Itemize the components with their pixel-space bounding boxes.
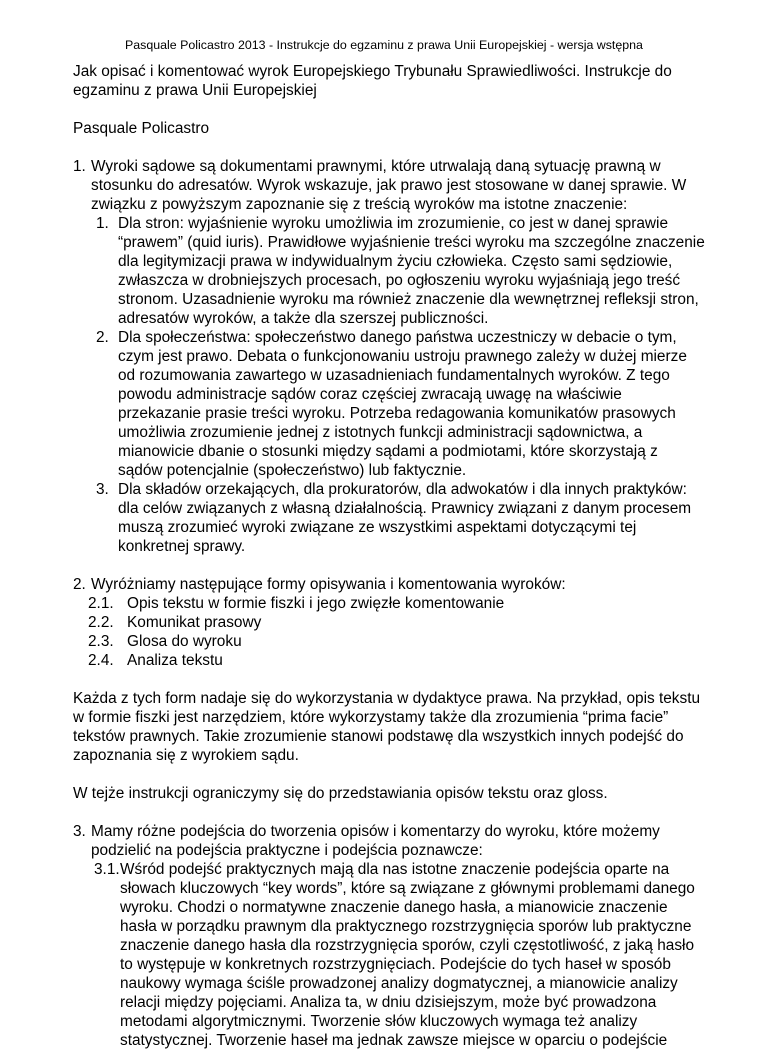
item-number: 2. [96, 329, 109, 346]
item-number: 2.2. [88, 614, 114, 631]
section-text: Wyroki sądowe są dokumentami prawnymi, które utrwalają daną sytuację prawną w stosunku do adresatów. Wyrok wskazuje, jak prawo jest stosowane w danej sprawie. W związku z powyższym zapoznanie się z treścią wyroków ma istotne znaczenie: [91, 158, 687, 213]
item-text: Dla składów orzekających, dla prokuratorów, dla adwokatów i dla innych praktyków: dla celów związanych z własną działalnością. Prawnicy związani z danym procesem muszą zrozumieć wyroki związane ze wszystkimi aspektami dotyczącymi tej konkretnej sprawy. [118, 481, 692, 555]
item-text: Opis tekstu w formie fiszki i jego zwięzłe komentowanie [127, 595, 505, 612]
section-2-item-2 [73, 613, 705, 632]
section-text: Wyróżniamy następujące formy opisywania i komentowania wyroków: [91, 576, 566, 593]
section-number: 3. [73, 823, 86, 840]
section-3 [73, 822, 705, 860]
section-2-item-3 [73, 632, 705, 651]
section-2-item-1 [73, 594, 705, 613]
item-text: Analiza tekstu [127, 652, 223, 669]
item-number: 3. [96, 481, 109, 498]
document-title: Jak opisać i komentować wyrok Europejskiego Trybunału Sprawiedliwości. Instrukcje do egzaminu z prawa Unii Europejskiej [73, 63, 672, 99]
section-number: 1. [73, 158, 86, 175]
section-3-item-1 [73, 860, 705, 1050]
section-1 [73, 157, 705, 214]
paragraph-scope: W tejże instrukcji ograniczymy się do przedstawiania opisów tekstu oraz gloss. [73, 785, 608, 802]
document-body [73, 62, 705, 1050]
item-text: Komunikat prasowy [127, 614, 262, 631]
item-text: Wśród podejść praktycznych mają dla nas istotne znaczenie podejścia oparte na słowach kluczowych “key words”, które są związane z głównymi problemami danego wyroku. Chodzi o normatywne znaczenie danego hasła, a mianowicie znaczenie hasła w porządku prawnym dla praktycznego rozstrzygnięcia sporów lub praktyczne znaczenie danego hasła dla rozstrzygnięcia sporów, czyli częstotliwość, z jaką hasło to występuje w konkretnych rozstrzygnięciach. Podejście do tych haseł w sposób naukowy wymaga ściśle prowadzonej analizy dogmatycznej, a mianowicie analizy relacji między pojęciami. Analiza ta, w dniu dzisiejszym, może być prowadzona metodami algorytmicznymi. Tworzenie słów kluczowych wymaga też analizy statystycznej. Tworzenie haseł ma jednak zawsze miejsce w oparciu o podejście [120, 861, 695, 1049]
document-author: Pasquale Policastro [73, 120, 210, 137]
paragraph-forms: Każda z tych form nadaje się do wykorzystania w dydaktyce prawa. Na przykład, opis tekstu w formie fiszki jest narzędziem, które wykorzystamy także dla zrozumienia “prima facie” tekstów prawnych. Takie zrozumienie stanowi podstawę dla wszystkich innych podejść do zapoznania się z wyrokiem sądu. [73, 690, 701, 764]
item-text: Dla stron: wyjaśnienie wyroku umożliwia im zrozumienie, co jest w danej sprawie “prawem” (quid iuris). Prawidłowe wyjaśnienie treści wyroku ma szczególne znaczenie dla legitymizacji prawa w indywidualnym życiu człowieka. Często sami sędziowie, zwłaszcza w drobniejszych procesach, po ogłoszeniu wyroku wyjaśniają jego treść stronom. Uzasadnienie wyroku ma również znaczenie dla wewnętrznej refleksji stron, adresatów wyroków, a także dla szerszej publiczności. [118, 215, 705, 327]
item-number: 3.1. [94, 861, 120, 878]
item-number: 2.4. [88, 652, 114, 669]
section-number: 2. [73, 576, 86, 593]
section-1-item-1 [73, 214, 705, 328]
section-2-item-4 [73, 651, 705, 670]
section-2 [73, 575, 705, 594]
section-1-item-2 [73, 328, 705, 480]
item-number: 1. [96, 215, 109, 232]
page-header: Pasquale Policastro 2013 - Instrukcje do egzaminu z prawa Unii Europejskiej - wersja wstępna [125, 38, 643, 52]
item-text: Glosa do wyroku [127, 633, 242, 650]
section-1-item-3 [73, 480, 705, 556]
item-number: 2.1. [88, 595, 114, 612]
item-number: 2.3. [88, 633, 114, 650]
item-text: Dla społeczeństwa: społeczeństwo danego państwa uczestniczy w debacie o tym, czym jest prawo. Debata o funkcjonowaniu ustroju prawnego zależy w dużej mierze od rozumowania zawartego w uzasadnieniach fundamentalnych wyroków. Z tego powodu administracje sądów coraz częściej zwracają uwagę na właściwie przekazanie prasie treści wyroku. Potrzeba redagowania komunikatów prasowych umożliwia zrozumienie jednej z istotnych funkcji administracji sądownictwa, a mianowicie dbanie o stosunki między sądami a podmiotami, które skorzystają z sądów potencjalnie (społeczeństwo) lub faktycznie. [118, 329, 687, 479]
section-text: Mamy różne podejścia do tworzenia opisów i komentarzy do wyroku, które możemy podzielić na podejścia praktyczne i podejścia poznawcze: [91, 823, 660, 859]
